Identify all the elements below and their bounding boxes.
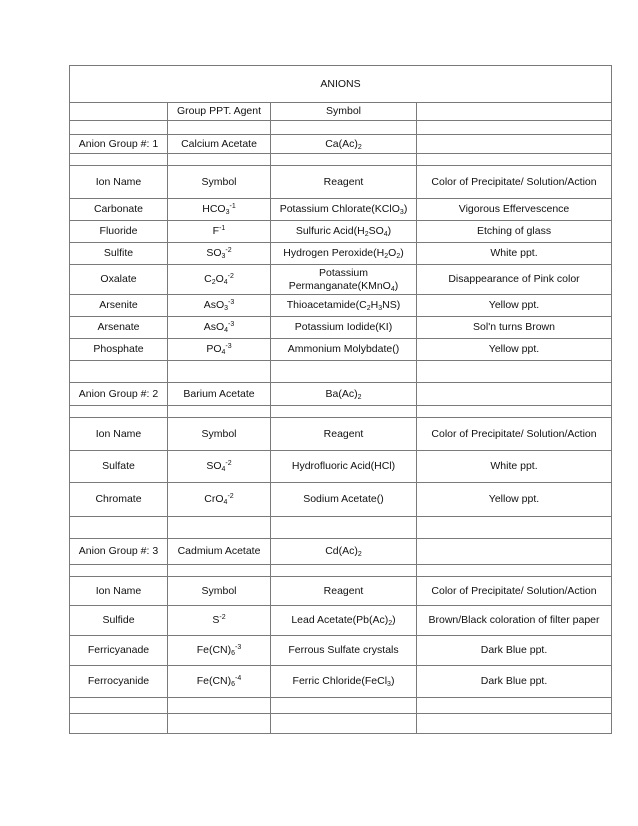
superscript: -3	[235, 644, 242, 651]
table-cell: Ferrous Sulfate crystals	[271, 636, 417, 666]
superscript: -2	[225, 460, 232, 467]
group-formula	[271, 135, 417, 154]
col-ion-name: Ion Name	[70, 166, 168, 199]
subscript: 2	[357, 143, 362, 151]
table-cell	[168, 265, 271, 295]
table-row	[70, 483, 612, 517]
table-cell	[168, 221, 271, 243]
superscript: -2	[219, 614, 226, 621]
cell-text: )	[392, 614, 396, 626]
empty-cell	[271, 517, 417, 539]
table-cell: Sulfate	[70, 451, 168, 483]
cell-text: Lead Acetate(Pb(Ac)	[291, 614, 389, 626]
table-cell: Disappearance of Pink color	[417, 265, 612, 295]
anions-reference-table	[69, 65, 612, 734]
table-title: ANIONS	[70, 66, 612, 103]
empty-cell	[417, 154, 612, 166]
cell-text: SO	[206, 247, 222, 259]
subscript: 4	[223, 499, 228, 506]
empty-cell	[168, 121, 271, 135]
superscript: -3	[228, 299, 235, 306]
cell-text: )	[394, 279, 399, 292]
table-row	[70, 666, 612, 698]
group-label: Anion Group #: 3	[70, 539, 168, 565]
cell-text: Thioacetamide(C	[286, 299, 367, 311]
group-formula	[271, 539, 417, 565]
table-cell: Arsenate	[70, 317, 168, 339]
superscript: -2	[227, 273, 234, 280]
subscript: 2	[384, 253, 389, 260]
subscript: 3	[224, 305, 229, 312]
group-label: Anion Group #: 2	[70, 383, 168, 406]
superscript: -3	[228, 321, 235, 328]
cell-text: AsO	[203, 299, 225, 311]
table-cell: Potassium Iodide(KI)	[271, 317, 417, 339]
table-cell: Dark Blue ppt.	[417, 666, 612, 698]
subscript: 3	[221, 253, 226, 260]
table-cell	[271, 199, 417, 221]
cell-text: )	[400, 247, 404, 259]
empty-cell	[271, 361, 417, 383]
empty-cell	[271, 714, 417, 734]
table-row	[70, 199, 612, 221]
table-cell	[271, 666, 417, 698]
group-row	[70, 135, 612, 154]
table-cell	[168, 339, 271, 361]
table-cell	[168, 317, 271, 339]
table-cell: Etching of glass	[417, 221, 612, 243]
cell-text: C	[204, 273, 212, 285]
subscript: 4	[390, 285, 395, 293]
empty-cell	[168, 154, 271, 166]
empty-cell	[417, 361, 612, 383]
empty-cell	[168, 406, 271, 418]
subscript: 4	[221, 466, 226, 473]
subscript: 2	[357, 393, 362, 401]
group-agent: Cadmium Acetate	[168, 539, 271, 565]
group-agent: Calcium Acetate	[168, 135, 271, 154]
empty-cell	[168, 714, 271, 734]
subscript: 4	[223, 279, 228, 286]
cell-text: Hydrogen Peroxide(H	[283, 247, 385, 259]
empty-cell	[168, 565, 271, 577]
cell-text: H	[370, 299, 379, 311]
cell-text: Fe(CN)	[196, 675, 232, 687]
subscript: 2	[366, 305, 371, 312]
empty-cell	[417, 714, 612, 734]
table-cell: Symbol	[168, 577, 271, 606]
empty-cell	[70, 154, 168, 166]
subheader-symbol: Symbol	[271, 103, 417, 121]
superscript: -3	[225, 343, 232, 350]
table-cell	[271, 295, 417, 317]
table-cell	[168, 606, 271, 636]
empty-cell	[417, 517, 612, 539]
table-cell	[168, 199, 271, 221]
table-cell: Ion Name	[70, 577, 168, 606]
empty-cell	[417, 135, 612, 154]
table-cell: White ppt.	[417, 451, 612, 483]
table-cell: Ion Name	[70, 418, 168, 451]
table-cell: Reagent	[271, 418, 417, 451]
cell-text: HCO	[202, 203, 226, 215]
table-cell: Symbol	[168, 418, 271, 451]
table-cell: Sol'n turns Brown	[417, 317, 612, 339]
table-row	[70, 265, 612, 295]
table-cell: Reagent	[271, 577, 417, 606]
table-cell	[271, 606, 417, 636]
table-cell	[168, 666, 271, 698]
subscript: 2	[388, 620, 393, 627]
table-cell: Yellow ppt.	[417, 483, 612, 517]
table-cell	[271, 243, 417, 265]
cell-text: Ba(Ac)	[325, 387, 358, 400]
group-formula	[271, 383, 417, 406]
table-cell: Yellow ppt.	[417, 339, 612, 361]
table-cell: White ppt.	[417, 243, 612, 265]
table-cell: Brown/Black coloration of filter paper	[417, 606, 612, 636]
table-cell: Phosphate	[70, 339, 168, 361]
superscript: -2	[227, 493, 234, 500]
cell-text: Permanganate(KMnO	[288, 279, 391, 292]
subscript: 3	[378, 305, 383, 312]
col-symbol: Symbol	[168, 166, 271, 199]
subscript: 3	[387, 681, 391, 688]
table-cell: Color of Precipitate/ Solution/Action	[417, 418, 612, 451]
cell-text: PO	[206, 343, 222, 355]
subscript: 4	[224, 327, 229, 334]
subscript: 3	[399, 209, 404, 216]
table-cell: Oxalate	[70, 265, 168, 295]
cell-text: Ca(Ac)	[325, 137, 358, 150]
table-cell: Ammonium Molybdate()	[271, 339, 417, 361]
table-cell	[168, 295, 271, 317]
table-cell: Yellow ppt.	[417, 295, 612, 317]
group-row	[70, 383, 612, 406]
empty-cell	[271, 121, 417, 135]
cell-text: Cd(Ac)	[325, 545, 358, 557]
subscript: 2	[211, 279, 216, 286]
column-header-row	[70, 418, 612, 451]
empty-cell	[70, 517, 168, 539]
cell-text: Potassium	[318, 266, 369, 279]
table-cell: Fluoride	[70, 221, 168, 243]
table-cell: Chromate	[70, 483, 168, 517]
group-row	[70, 539, 612, 565]
empty-cell	[70, 565, 168, 577]
empty-cell	[417, 539, 612, 565]
cell-text: S	[212, 614, 220, 626]
cell-text: NS)	[382, 299, 401, 311]
table-row	[70, 221, 612, 243]
col-reagent: Reagent	[271, 166, 417, 199]
table-cell	[271, 221, 417, 243]
subscript: 3	[225, 209, 230, 216]
table-cell: Arsenite	[70, 295, 168, 317]
table-row	[70, 606, 612, 636]
cell-text: SO	[368, 225, 384, 237]
table-cell	[168, 483, 271, 517]
cell-text: AsO	[203, 321, 225, 333]
table-cell: Sulfide	[70, 606, 168, 636]
table-row	[70, 317, 612, 339]
empty-cell	[417, 406, 612, 418]
empty-cell	[417, 121, 612, 135]
table-row	[70, 451, 612, 483]
subscript: 2	[364, 231, 369, 238]
cell-text: O	[215, 273, 224, 285]
table-row	[70, 243, 612, 265]
table-cell	[168, 451, 271, 483]
table-cell: Carbonate	[70, 199, 168, 221]
column-header-row	[70, 166, 612, 199]
empty-cell	[70, 361, 168, 383]
empty-cell	[417, 103, 612, 121]
col-color: Color of Precipitate/ Solution/Action	[417, 166, 612, 199]
subscript: 4	[383, 231, 388, 238]
empty-cell	[70, 121, 168, 135]
cell-text: Potassium Chlorate(KClO	[279, 203, 400, 215]
superscript: -1	[219, 225, 226, 232]
empty-cell	[271, 406, 417, 418]
cell-text: SO	[206, 460, 222, 472]
cell-text: Fe(CN)	[196, 644, 232, 656]
empty-cell	[168, 517, 271, 539]
table-cell: Sulfite	[70, 243, 168, 265]
subscript: 6	[231, 681, 236, 688]
subscript: 6	[231, 650, 236, 657]
empty-cell	[417, 565, 612, 577]
subscript: 4	[221, 349, 226, 356]
empty-cell	[417, 698, 612, 714]
empty-cell	[271, 565, 417, 577]
group-label: Anion Group #: 1	[70, 135, 168, 154]
empty-cell	[417, 383, 612, 406]
cell-text: Ferric Chloride(FeCl	[292, 675, 388, 687]
empty-cell	[271, 154, 417, 166]
table-row	[70, 295, 612, 317]
empty-cell	[271, 698, 417, 714]
superscript: -1	[229, 203, 236, 210]
cell-text: )	[387, 225, 392, 237]
table-cell: Sodium Acetate()	[271, 483, 417, 517]
cell-text: O	[388, 247, 397, 259]
cell-text: F	[212, 225, 220, 237]
empty-cell	[168, 698, 271, 714]
table-row	[70, 339, 612, 361]
empty-cell	[168, 361, 271, 383]
cell-text: )	[403, 203, 408, 215]
column-header-row	[70, 577, 612, 606]
table-cell: Ferrocyanide	[70, 666, 168, 698]
table-cell: Vigorous Effervescence	[417, 199, 612, 221]
superscript: -4	[235, 675, 242, 682]
cell-text: )	[390, 675, 395, 687]
cell-text: CrO	[204, 493, 224, 505]
table-cell: Ferricyanade	[70, 636, 168, 666]
table-cell	[168, 636, 271, 666]
table-cell	[271, 265, 417, 295]
group-agent: Barium Acetate	[168, 383, 271, 406]
empty-cell	[70, 406, 168, 418]
empty-cell	[70, 714, 168, 734]
table-cell: Dark Blue ppt.	[417, 636, 612, 666]
subscript: 2	[396, 253, 401, 260]
table-cell	[168, 243, 271, 265]
subscript: 2	[357, 551, 362, 558]
table-cell: Hydrofluoric Acid(HCl)	[271, 451, 417, 483]
table-cell: Color of Precipitate/ Solution/Action	[417, 577, 612, 606]
empty-cell	[70, 698, 168, 714]
superscript: -2	[225, 247, 232, 254]
cell-text: Sulfuric Acid(H	[295, 225, 365, 237]
table-row	[70, 636, 612, 666]
empty-cell	[70, 103, 168, 121]
subheader-agent: Group PPT. Agent	[168, 103, 271, 121]
